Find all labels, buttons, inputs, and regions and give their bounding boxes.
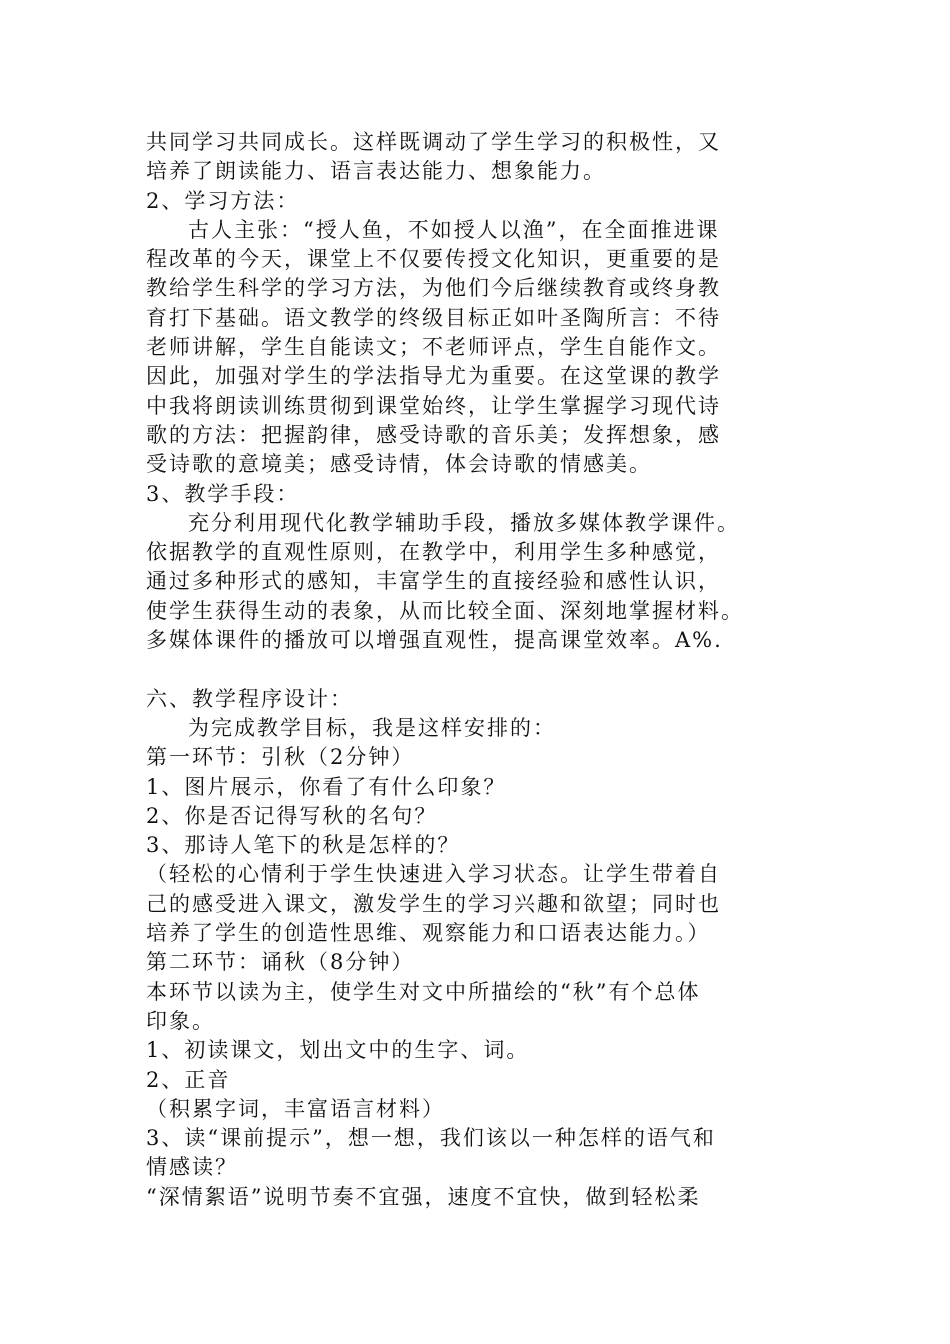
text-line: 培养了学生的创造性思维、观察能力和口语表达能力。） — [146, 921, 711, 946]
list-item: 3、那诗人笔下的秋是怎样的？ — [146, 833, 461, 858]
text-line: 印象。 — [146, 1008, 215, 1033]
text-line: 古人主张：“授人鱼，不如授人以渔”，在全面推进课 — [188, 217, 720, 242]
text-line: （积累字词，丰富语言材料） — [146, 1096, 445, 1121]
text-line: “深情絮语”说明节奏不宜强，速度不宜快，做到轻松柔 — [146, 1184, 701, 1209]
text-line: 中我将朗读训练贯彻到课堂始终，让学生掌握学习现代诗 — [146, 393, 721, 418]
list-item: 1、图片展示，你看了有什么印象？ — [146, 774, 507, 799]
text-line: 己的感受进入课文，激发学生的学习兴趣和欲望；同时也 — [146, 891, 721, 916]
text-line: 通过多种形式的感知，丰富学生的直接经验和感性认识， — [146, 569, 721, 594]
text-line: 老师讲解，学生自能读文；不老师评点，学生自能作文。 — [146, 335, 721, 360]
text-line: 歌的方法：把握韵律，感受诗歌的音乐美；发挥想象，感 — [146, 422, 721, 447]
text-line: 育打下基础。语文教学的终级目标正如叶圣陶所言：不待 — [146, 305, 721, 330]
text-line: 多媒体课件的播放可以增强直观性，提高课堂效率。A%. — [146, 628, 723, 653]
list-item: 2、正音 — [146, 1067, 231, 1092]
text-line: 教给学生科学的学习方法，为他们今后继续教育或终身教 — [146, 276, 721, 301]
section-heading: 3、教学手段： — [146, 481, 300, 506]
text-line: 程改革的今天，课堂上不仅要传授文化知识，更重要的是 — [146, 247, 721, 272]
list-item: 3、读“课前提示”，想一想，我们该以一种怎样的语气和 — [146, 1126, 716, 1151]
document-body — [146, 128, 814, 1212]
section-heading: 六、教学程序设计： — [146, 686, 353, 711]
subsection-heading: 第一环节：引秋（2分钟） — [146, 745, 415, 770]
text-line: 依据教学的直观性原则，在教学中，利用学生多种感觉， — [146, 540, 721, 565]
text-line: 受诗歌的意境美；感受诗情，体会诗歌的情感美。 — [146, 452, 652, 477]
subsection-heading: 第二环节：诵秋（8分钟） — [146, 950, 415, 975]
text-line: 使学生获得生动的表象，从而比较全面、深刻地掌握材料。 — [146, 598, 744, 623]
list-item: 2、你是否记得写秋的名句？ — [146, 803, 438, 828]
text-line: 本环节以读为主，使学生对文中所描绘的“秋”有个总体 — [146, 979, 701, 1004]
text-line: 共同学习共同成长。这样既调动了学生学习的积极性，又 — [146, 130, 721, 154]
text-line: 情感读？ — [146, 1155, 238, 1180]
list-item: 1、初读课文，划出文中的生字、词。 — [146, 1038, 530, 1063]
text-line: （轻松的心情利于学生快速进入学习状态。让学生带着自 — [146, 862, 721, 887]
section-heading: 2、学习方法： — [146, 188, 300, 213]
text-line: 因此，加强对学生的学法指导尤为重要。在这堂课的教学 — [146, 364, 721, 389]
text-line: 为完成教学目标，我是这样安排的： — [188, 715, 556, 740]
blank-line — [146, 655, 814, 684]
text-line: 培养了朗读能力、语言表达能力、想象能力。 — [146, 159, 606, 184]
text-line: 充分利用现代化教学辅助手段，播放多媒体教学课件。 — [188, 510, 740, 535]
